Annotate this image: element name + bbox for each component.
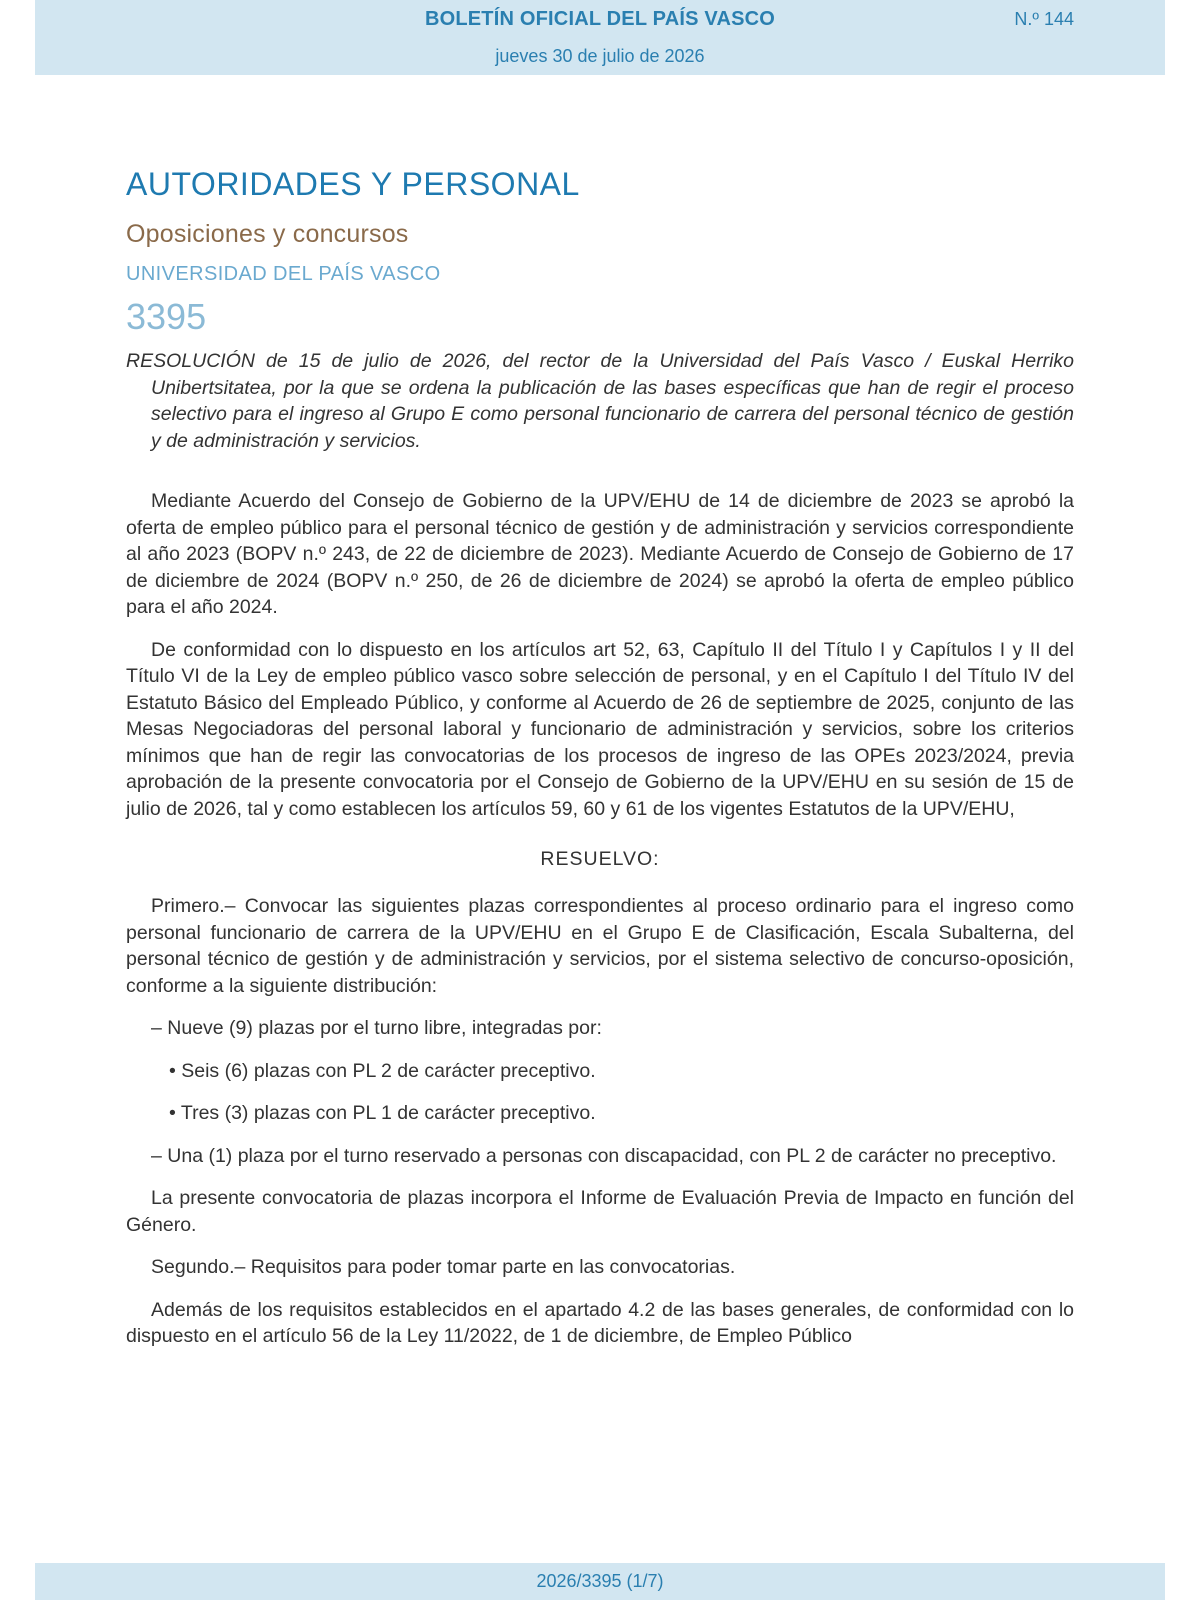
page-reference: 2026/3395 (1/7) bbox=[536, 1571, 664, 1591]
bulletin-title: BOLETÍN OFICIAL DEL PAÍS VASCO bbox=[424, 8, 776, 30]
subsection-title: Oposiciones y concursos bbox=[126, 220, 409, 248]
list-item-pl1: • Tres (3) plazas con PL 1 de carácter preceptivo. bbox=[169, 1102, 596, 1124]
paragraph-requirements: Además de los requisitos establecidos en el apartado 4.2 de las bases generales, de conformidad con lo dispuesto en el artículo 56 de la Ley 11/2022, de 1 de diciembre, de Empleo Público bbox=[126, 1298, 1074, 1347]
resolve-heading: RESUELVO: bbox=[540, 848, 660, 870]
bulletin-date: jueves 30 de julio de 2026 bbox=[495, 46, 705, 66]
paragraph-second: Segundo.– Requisitos para poder tomar parte en las convocatorias. bbox=[151, 1256, 736, 1278]
list-item-pl2: • Seis (6) plazas con PL 2 de carácter preceptivo. bbox=[169, 1059, 596, 1082]
paragraph-first: Primero.– Convocar las siguientes plazas correspondientes al proceso ordinario para el ingreso como personal funcionario de carrera de la UPV/EHU en el Grupo E de Clasificación, Escala Subalterna, del personal técnico de gestión y de administración y servicios, por el sistema selectivo de concurso-oposición, conforme a la siguiente distribución: bbox=[126, 895, 1074, 997]
list-item-free-turn: – Nueve (9) plazas por el turno libre, integradas por: bbox=[151, 1017, 602, 1039]
bulletin-number: N.º 144 bbox=[1014, 9, 1074, 29]
paragraph-gender-report: La presente convocatoria de plazas incorpora el Informe de Evaluación Previa de Impacto en función del Género. bbox=[126, 1187, 1074, 1236]
list-item-disability-turn: – Una (1) plaza por el turno reservado a personas con discapacidad, con PL 2 de carácter no preceptivo. bbox=[151, 1144, 1057, 1167]
section-title: AUTORIDADES Y PERSONAL bbox=[126, 166, 580, 202]
paragraph-legal-basis: De conformidad con lo dispuesto en los artículos art 52, 63, Capítulo II del Título I y Capítulos I y II del Título VI de la Ley de empleo público vasco sobre selección de personal, y en el Capítulo I del Título IV del Estatuto Básico del Empleado Público, y conforme al Acuerdo de 26 de septiembre de 2025, conjunto de las Mesas Negociadoras del personal laboral y funcionario de administración y servicios, sobre los criterios mínimos que han de regir las convocatorias de los procesos de ingreso de las OPEs 2023/2024, previa aprobación de la presente convocatoria por el Consejo de Gobierno de la UPV/EHU en su sesión de 15 de julio de 2026, tal y como establecen los artículos 59, 60 y 61 de los vigentes Estatutos de la UPV/EHU, bbox=[126, 638, 1074, 820]
paragraph-offer: Mediante Acuerdo del Consejo de Gobierno de la UPV/EHU de 14 de diciembre de 2023 se aprobó la oferta de empleo público para el personal técnico de gestión y de administración y servicios correspondiente al año 2023 (BOPV n.º 243, de 22 de diciembre de 2023). Mediante Acuerdo de Consejo de Gobierno de 17 de diciembre de 2024 (BOPV n.º 250, de 26 de diciembre de 2024) se aprobó la oferta de empleo público para el año 2024. bbox=[126, 490, 1074, 618]
resolution-summary: RESOLUCIÓN de 15 de julio de 2026, del rector de la Universidad del País Vasco / Euskal Herriko Unibertsitatea, por la que se ordena la publicación de las bases específicas que han de regir el proceso selectivo para el ingreso al Grupo E como personal funcionario de carrera del personal técnico de gestión y de administración y servicios. bbox=[126, 350, 1074, 452]
institution-name: UNIVERSIDAD DEL PAÍS VASCO bbox=[126, 263, 441, 285]
document-number: 3395 bbox=[126, 296, 207, 337]
document-body bbox=[126, 160, 1074, 1350]
